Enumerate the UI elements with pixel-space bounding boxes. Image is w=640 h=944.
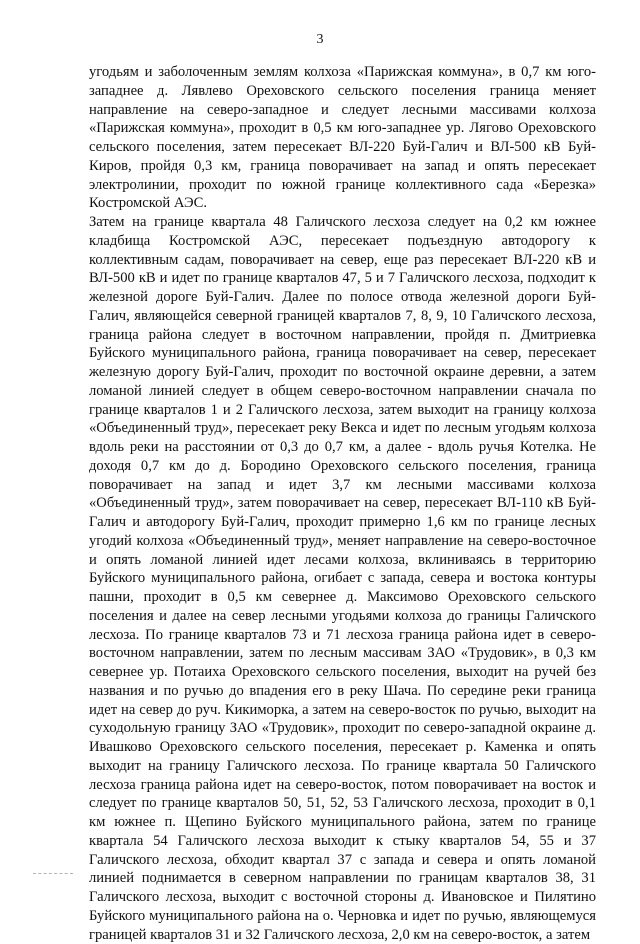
page-number: 3 bbox=[316, 32, 324, 47]
paragraph-boundary-description: Затем на границе квартала 48 Галичского лесхоза следует на 0,2 км южнее кладбища Костромской АЭС, пересекает подъездную автодорогу к коллективным садам, поворачивает на север, еще раз пересекает ВЛ-220 кВ и ВЛ-500 кВ и идет по границе кварталов 47, 5 и 7 Галичского лесхоза, подходит к железной дороге Буй-Галич. Далее по полосе отвода железной дороги Буй-Галич, являющейся северной границей кварталов 7, 8, 9, 10 Галичского лесхоза, граница района следует в восточном направлении, пройдя п. Дмитриевка Буйского муниципального района, граница поворачивает на север, пересекает железную дорогу Буй-Галич, проходит по восточной окраине деревни, а затем ломаной линией следует в общем северо-восточном направлении сначала по границе кварталов 1 и 2 Галичского лесхоза, затем выходит на границу колхоза «Объединенный труд», пересекает реку Векса и идет по лесным угодьям колхоза вдоль реки на расстоянии от 0,3 до 0,7 км, а далее - вдоль ручья Котелка. Не доходя 0,7 км до д. Бородино Ореховского сельского поселения, граница поворачивает на запад и идет 3,7 км лесными массивами колхоза «Объединенный труд», затем поворачивает на север, пересекает ВЛ-110 кВ Буй-Галич и автодорогу Буй-Галич, проходит примерно 1,6 км по границе лесных угодий колхоза «Объединенный труд», меняет направление на северо-восточное и опять ломаной линией идет лесами колхоза, вклиниваясь в территорию Буйского муниципального района, огибает с запада, севера и востока контуры пашни, проходит в 0,5 км севернее д. Максимово Ореховского сельского поселения и далее на север лесными угодьями колхоза до границы Галичского лесхоза. По границе кварталов 73 и 71 лесхоза граница района идет в северо-восточном направлении, затем по лесным массивам ЗАО «Трудовик», в 0,3 км севернее ур. Потаиха Ореховского сельского поселения, выходит на ручей без названия и по ручью до впадения его в реку Шача. По середине реки граница идет на север до руч. Кикиморка, а затем на северо-восток по ручью, выходит на суходольную границу ЗАО «Трудовик», проходит по северо-западной окраине д. Ивашково Ореховского сельского поселения, пересекает р. Каменка и опять выходит на границу Галичского лесхоза. По границе квартала 50 Галичского лесхоза граница района идет на северо-восток, потом поворачивает на восток и следует по границе кварталов 50, 51, 52, 53 Галичского лесхоза, проходит в 0,1 км южнее п. Щепино Буйского муниципального района, затем по границе квартала 54 Галичского лесхоза выходит к стыку кварталов 54, 55 и 37 Галичского лесхоза, обходит квартал 37 с запада и севера и опять ломаной линией поднимается в северном направлении по границам кварталов 38, 31 Галичского лесхоза, выходит с восточной стороны д. Ивановское и Пилятино Буйского муниципального района на о. Черновка и идет по ручью, являющемуся границей кварталов 31 и 32 Галичского лесхоза, 2,0 км на северо-восток, а затем bbox=[89, 214, 596, 943]
paragraph-continuation: угодьям и заболоченным землям колхоза «Парижская коммуна», в 0,7 км юго-западнее д. Лявлево Ореховского сельского поселения граница меняет направление на северо-западное и следует лесными массивами колхоза «Парижская коммуна», проходит в 0,5 км юго-западнее ур. Лягово Ореховского сельского поселения, затем пересекает ВЛ-220 Буй-Галич и ВЛ-500 кВ Буй-Киров, пройдя 0,3 км, граница поворачивает на запад и опять пересекает электролинии, проходит по южной границе коллективного сада «Березка» Костромской АЭС. bbox=[89, 64, 596, 212]
footer-divider bbox=[33, 873, 73, 874]
document-body bbox=[89, 63, 596, 944]
